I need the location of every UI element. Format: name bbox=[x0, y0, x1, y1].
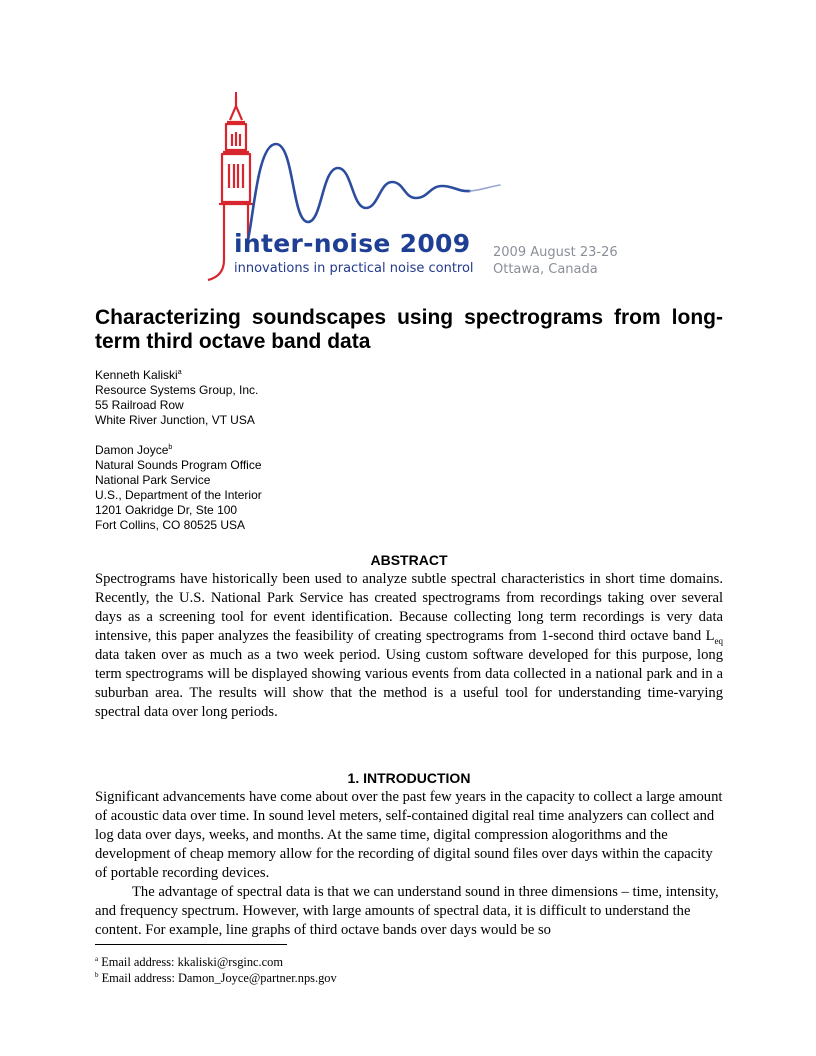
author-block-2 bbox=[95, 443, 545, 533]
affiliation-line: Natural Sounds Program Office bbox=[95, 458, 262, 472]
sound-wave-icon bbox=[248, 144, 470, 240]
footnote: $^a$ Email address: kkaliski@rsginc.com bbox=[95, 954, 283, 969]
conference-logo bbox=[196, 92, 626, 288]
conference-date: 2009 August 23-26 bbox=[493, 245, 618, 260]
affiliation-line: White River Junction, VT USA bbox=[95, 413, 255, 427]
author-list bbox=[95, 368, 545, 548]
affiliation-line: Resource Systems Group, Inc. bbox=[95, 383, 259, 397]
paper-title: Characterizing soundscapes using spectrograms from long-term third octave band data bbox=[95, 306, 723, 353]
footnote-divider bbox=[95, 944, 287, 945]
affiliation-line: 55 Railroad Row bbox=[95, 398, 184, 412]
footnote-marker: a bbox=[177, 369, 182, 376]
footnote-marker: b bbox=[168, 444, 173, 451]
section-heading-introduction: 1. INTRODUCTION bbox=[347, 770, 471, 786]
author-name: Damon Joyce$^b$ bbox=[95, 443, 173, 457]
affiliation-line: National Park Service bbox=[95, 473, 211, 487]
conference-location: Ottawa, Canada bbox=[493, 262, 598, 277]
abstract-heading: ABSTRACT bbox=[370, 552, 448, 568]
affiliation-line: U.S., Department of the Interior bbox=[95, 488, 262, 502]
footnotes bbox=[95, 954, 337, 986]
footnote: $^b$ Email address: Damon_Joyce@partner.nps.gov bbox=[95, 970, 337, 985]
affiliation-line: Fort Collins, CO 80525 USA bbox=[95, 518, 246, 532]
author-name: Kenneth Kaliski$^a$ bbox=[95, 368, 182, 382]
logo-brand: inter-noise 2009 bbox=[234, 229, 471, 258]
introduction-body bbox=[95, 788, 723, 940]
paragraph: The advantage of spectral data is that we can understand sound in three dimensions – time, intensity, and frequency spectrum. However, with large amounts of spectral data, it is difficult to understand the content. For example, line graphs of third octave bands over days would be so bbox=[95, 884, 719, 938]
affiliation-line: 1201 Oakridge Dr, Ste 100 bbox=[95, 503, 238, 517]
abstract-text: Spectrograms have historically been used to analyze subtle spectral characteristics in short time domains. Recently, the U.S. National Park Service has created spectrograms from recordings taking over several days as a screening tool for event identification. Because collecting long term recordings is very data intensive, this paper analyzes the feasibility of creating spectrograms from 1-second third octave band $L_{eq}$ data taken over as much as a two week period. Using custom software developed for this purpose, long term spectrograms will be displayed showing various events from data collected in a national park and in a suburban area. The results will show that the method is a useful tool for understanding time-varying spectral data over long periods. bbox=[95, 571, 723, 720]
wave-tail-icon bbox=[470, 185, 500, 191]
logo-tagline: innovations in practical noise control bbox=[234, 261, 474, 276]
paragraph: Significant advancements have come about over the past few years in the capacity to collect a large amount of acoustic data over time. In sound level meters, self-contained digital real time analyzers can collect and log data over days, weeks, and months. At the same time, digital compression alogorithms and the development of cheap memory allow for the recording of digital sound files over days within the capacity of portable recording devices. bbox=[95, 789, 723, 881]
author-block-1 bbox=[95, 368, 545, 428]
